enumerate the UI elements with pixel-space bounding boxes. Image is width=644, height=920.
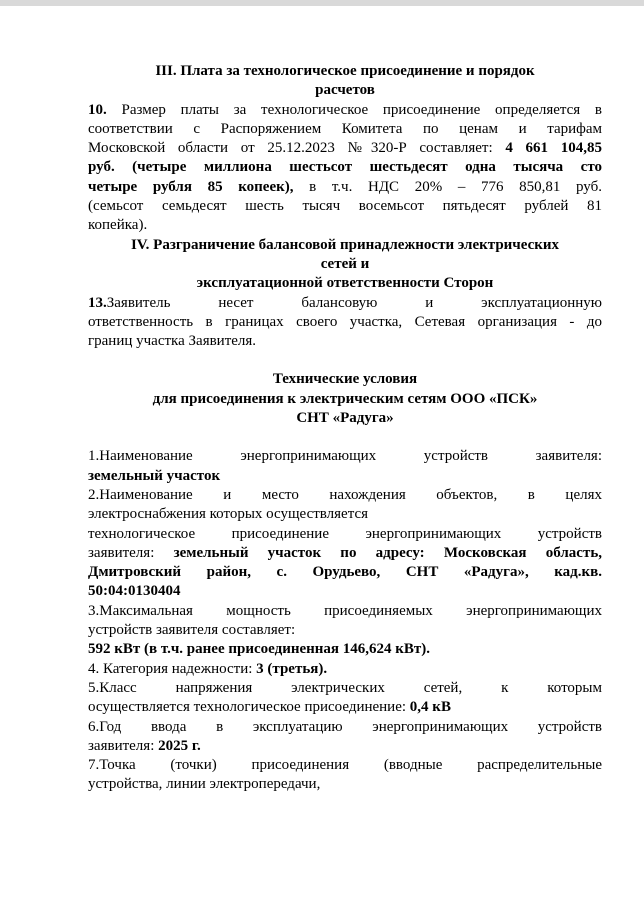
heading-line: IV. Разграничение балансовой принадлежности электрических bbox=[130, 236, 560, 253]
text-line: соответствии с Распоряжением Комитета по ценам и тарифам bbox=[88, 120, 602, 137]
text-line bbox=[88, 139, 602, 158]
item-7 bbox=[88, 756, 602, 795]
text-line: электроснабжения которых осуществляется bbox=[88, 506, 369, 523]
item-1 bbox=[88, 447, 602, 486]
heading-line: эксплуатационной ответственности Сторон bbox=[196, 275, 494, 292]
text-line: 5.Класс напряжения электрических сетей, к которым bbox=[88, 679, 602, 696]
text-line bbox=[88, 698, 602, 717]
max-power: 592 кВт (в т.ч. ранее присоединенная 146,624 кВт). bbox=[88, 641, 431, 658]
heading-line: сетей и bbox=[320, 255, 370, 272]
text-line bbox=[88, 544, 602, 563]
text-line bbox=[88, 101, 602, 120]
text-line: 7.Точка (точки) присоединения (вводные распределительные bbox=[88, 757, 602, 774]
section-4-heading bbox=[88, 236, 602, 294]
text-span: заявителя: bbox=[88, 544, 174, 561]
text-line bbox=[88, 158, 602, 177]
text-span: Московской области от 25.12.2023 №320-Р составляет: bbox=[88, 140, 506, 157]
heading-line: III. Плата за технологическое присоединение и порядок bbox=[155, 63, 535, 79]
address: Дмитровский район, с. Орудьево, СНТ «Радуга», кад.кв. bbox=[88, 564, 602, 581]
fee-in-words-end: четыре рубля 85 копеек), bbox=[88, 178, 294, 195]
text-line: устройств заявителя составляет: bbox=[88, 622, 296, 639]
item-4 bbox=[88, 660, 602, 679]
text-span: Заявитель несет балансовую и эксплуатационную bbox=[106, 294, 602, 311]
voltage-class: 0,4 кВ bbox=[409, 699, 451, 716]
heading-line: Технические условия bbox=[272, 371, 418, 388]
text-span: заявителя: bbox=[88, 737, 159, 754]
text-line: копейка). bbox=[88, 217, 148, 234]
text-line: 2.Наименование и место нахождения объектов, в целях bbox=[88, 486, 602, 503]
reliability-category: 3 (третья). bbox=[256, 660, 328, 677]
vat-text: в т.ч. НДС 20% – 776 850,81 руб. bbox=[293, 178, 602, 195]
heading-line: расчетов bbox=[315, 82, 375, 99]
text-line: (семьсот семьдесят шесть тысяч восемьсот пятьдесят рублей 81 bbox=[88, 198, 602, 215]
item-5 bbox=[88, 679, 602, 718]
text-line: устройства, линии электропередачи, bbox=[88, 776, 321, 793]
cadastral-number: 50:04:0130404 bbox=[88, 583, 181, 600]
text-line: 6.Год ввода в эксплуатацию энергопринимающих устройств bbox=[88, 718, 602, 735]
spacer bbox=[88, 428, 602, 447]
section-3-heading bbox=[88, 62, 602, 101]
item-2 bbox=[88, 486, 602, 602]
text-line: 3.Максимальная мощность присоединяемых энергопринимающих bbox=[88, 602, 602, 619]
fee-amount: 4 661 104,85 bbox=[505, 140, 603, 157]
text-span: осуществляется технологическое присоединение: bbox=[88, 699, 410, 716]
address: земельный участок по адресу: Московская область, bbox=[173, 544, 602, 561]
clause-10 bbox=[88, 101, 602, 236]
text-line bbox=[88, 737, 602, 756]
text-line: границ участка Заявителя. bbox=[88, 333, 257, 350]
device-name: земельный участок bbox=[88, 467, 221, 484]
item-6 bbox=[88, 718, 602, 757]
text-line: технологическое присоединение энергопринимающих устройств bbox=[88, 525, 602, 542]
technical-conditions-heading bbox=[88, 370, 602, 428]
clause-13 bbox=[88, 294, 602, 352]
document-page bbox=[88, 62, 602, 795]
text-line bbox=[88, 294, 602, 313]
clause-number: 13. bbox=[88, 294, 107, 311]
heading-line: СНТ «Радуга» bbox=[296, 410, 394, 427]
text-line: ответственность в границах своего участка, Сетевая организация - до bbox=[88, 313, 602, 330]
text-line bbox=[88, 660, 602, 679]
text-line: 1.Наименование энергопринимающих устройств заявителя: bbox=[88, 448, 602, 465]
text-span: Размер платы за технологическое присоединение определяется в bbox=[106, 101, 602, 118]
heading-line: для присоединения к электрическим сетям ООО «ПСК» bbox=[152, 390, 538, 407]
spacer bbox=[88, 351, 602, 370]
text-span: 4. Категория надежности: bbox=[88, 660, 257, 677]
commissioning-year: 2025 г. bbox=[158, 737, 201, 754]
page-top-edge bbox=[0, 0, 644, 6]
clause-number: 10. bbox=[88, 101, 107, 118]
fee-in-words: руб. (четыре миллиона шестьсот шестьдесят одна тысяча сто bbox=[88, 159, 602, 176]
item-3 bbox=[88, 602, 602, 660]
text-line bbox=[88, 178, 602, 197]
